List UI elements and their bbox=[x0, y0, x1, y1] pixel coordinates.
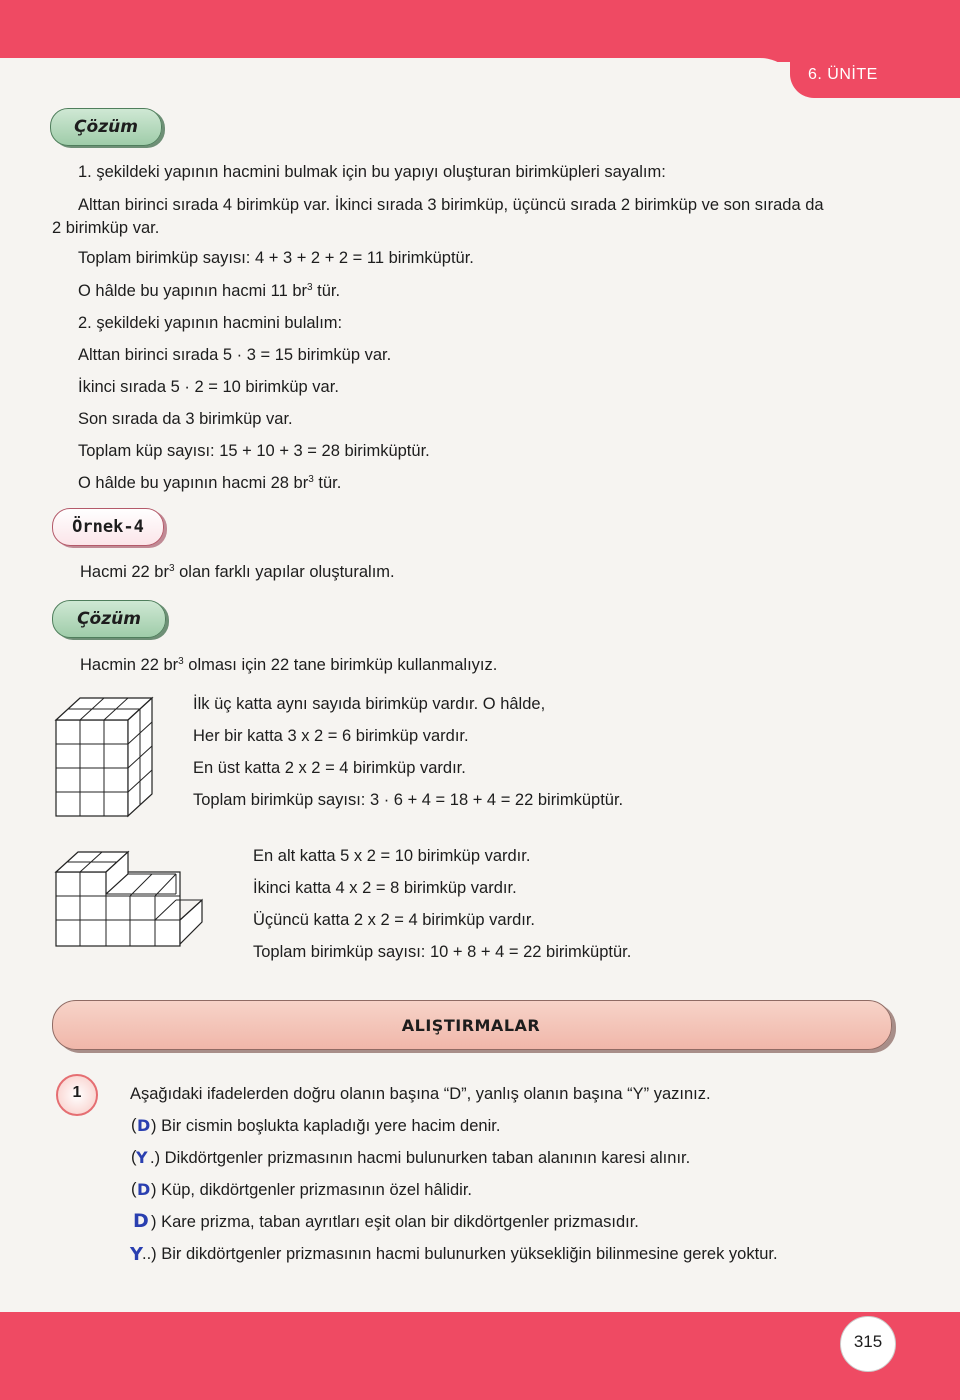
unit-label: 6. ÜNİTE bbox=[808, 66, 878, 83]
exercises-title: ALIŞTIRMALAR bbox=[401, 1016, 541, 1035]
part1-line5: 2. şekildeki yapının hacmini bulalım: bbox=[78, 314, 343, 332]
part1-line1: 1. şekildeki yapının hacmini bulmak için bu yapıyı oluşturan birimküpleri sayalım: bbox=[78, 163, 666, 181]
example4-text: Hacmi 22 $br^3$ olan farklı yapılar oluşturalım. bbox=[80, 563, 395, 581]
exercise-number: 1 bbox=[72, 1084, 82, 1101]
cube-structure-figure-2 bbox=[54, 850, 206, 948]
solution-badge-2 bbox=[52, 600, 166, 638]
handwritten-answer: Y bbox=[130, 1244, 144, 1265]
handwritten-answer: D bbox=[137, 1180, 151, 1199]
exercise-item-text: ) Bir cismin boşlukta kapladığı yere hacim denir. bbox=[151, 1117, 501, 1135]
handwritten-answer: Y bbox=[136, 1148, 148, 1167]
exercise-item-text: ) Kare prizma, taban ayrıtları eşit olan bir dikdörtgenler prizmasıdır. bbox=[151, 1213, 639, 1231]
page-number: 315 bbox=[853, 1332, 883, 1351]
footer-band bbox=[0, 1312, 960, 1400]
fig1-line2: Her bir katta 3 x 2 = 6 birimküp vardır. bbox=[193, 727, 469, 745]
solution-badge-label: Çözüm bbox=[74, 117, 138, 137]
part1-line2b: 2 birimküp var. bbox=[52, 219, 160, 237]
part1-line4: O hâlde bu yapının hacmi 11 $br^3$ tür. bbox=[78, 282, 341, 300]
fig1-line1: İlk üç katta aynı sayıda birimküp vardır. O hâlde, bbox=[193, 695, 546, 713]
header-band bbox=[0, 0, 960, 62]
handwritten-answer: D bbox=[137, 1116, 151, 1135]
solution2-intro: Hacmin 22 $br^3$ olması için 22 tane birimküp kullanmalıyız. bbox=[80, 656, 498, 674]
example-badge-label: Örnek-4 bbox=[72, 517, 144, 537]
fig2-line4: Toplam birimküp sayısı: 10 + 8 + 4 = 22 birimküptür. bbox=[253, 943, 632, 961]
exercise-item-text: .) Dikdörtgenler prizmasının hacmi bulunurken taban alanının karesi alınır. bbox=[150, 1149, 691, 1167]
cube-structure-figure-1 bbox=[54, 696, 158, 822]
page-edge bbox=[0, 58, 800, 98]
fig1-line4: Toplam birimküp sayısı: 3 · 6 + 4 = 18 + 4 = 22 birimküptür. bbox=[193, 791, 624, 809]
part1-line7: İkinci sırada 5 · 2 = 10 birimküp var. bbox=[78, 378, 339, 396]
exercise-item-text: ..) Bir dikdörtgenler prizmasının hacmi bulunurken yüksekliğin bilinmesine gerek yoktur. bbox=[142, 1245, 778, 1263]
fig1-line3: En üst katta 2 x 2 = 4 birimküp vardır. bbox=[193, 759, 466, 777]
fig2-line2: İkinci katta 4 x 2 = 8 birimküp vardır. bbox=[253, 879, 517, 897]
part1-line2a: Alttan birinci sırada 4 birimküp var. İkinci sırada 3 birimküp, üçüncü sırada 2 birimküp ve son sırada da bbox=[78, 196, 824, 214]
part1-line8: Son sırada da 3 birimküp var. bbox=[78, 410, 293, 428]
exercise-item-text: ) Küp, dikdörtgenler prizmasının özel hâlidir. bbox=[151, 1181, 472, 1199]
part1-line6: Alttan birinci sırada 5 · 3 = 15 birimküp var. bbox=[78, 346, 392, 364]
part1-line9: Toplam küp sayısı: 15 + 10 + 3 = 28 birimküptür. bbox=[78, 442, 430, 460]
part1-line3: Toplam birimküp sayısı: 4 + 3 + 2 + 2 = 11 birimküptür. bbox=[78, 249, 474, 267]
part1-line10: O hâlde bu yapının hacmi 28 $br^3$ tür. bbox=[78, 474, 342, 492]
fig2-line3: Üçüncü katta 2 x 2 = 4 birimküp vardır. bbox=[253, 911, 536, 929]
handwritten-answer: D bbox=[133, 1210, 149, 1232]
example-badge bbox=[52, 508, 164, 546]
exercise-instruction: Aşağıdaki ifadelerden doğru olanın başına “D”, yanlış olanın başına “Y” yazınız. bbox=[130, 1085, 711, 1103]
fig2-line1: En alt katta 5 x 2 = 10 birimküp vardır. bbox=[253, 847, 531, 865]
solution-badge-label: Çözüm bbox=[77, 609, 141, 629]
solution-badge-1 bbox=[50, 108, 162, 146]
